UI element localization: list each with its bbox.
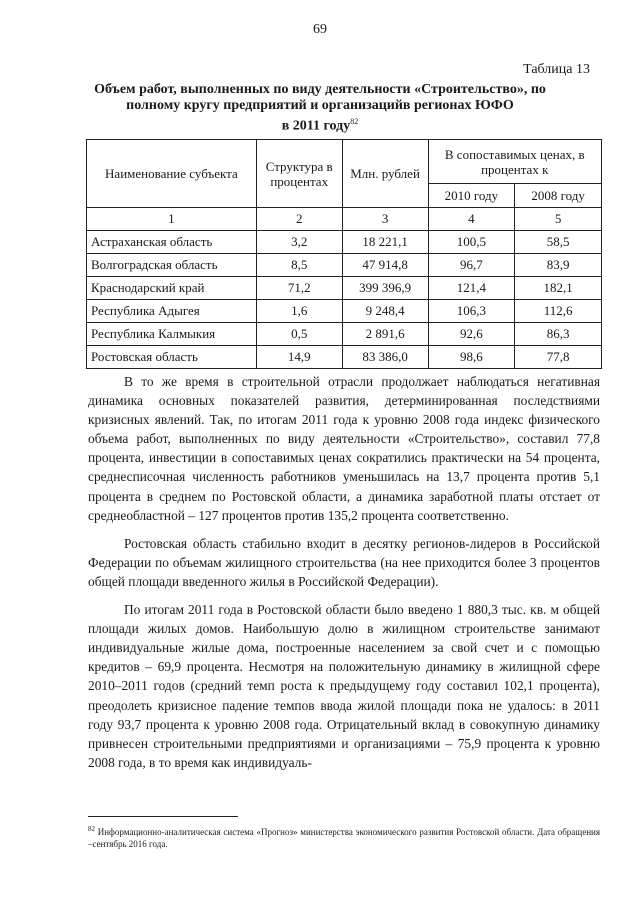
title-line-3-text: в 2011 году: [281, 118, 351, 134]
table-cell: 3,2: [256, 231, 342, 254]
table-cell: 9 248,4: [342, 300, 428, 323]
table-cell: 92,6: [428, 323, 515, 346]
table-cell: 0,5: [256, 323, 342, 346]
table-cell: 58,5: [515, 231, 602, 254]
table-cell: 100,5: [428, 231, 515, 254]
paragraph: По итогам 2011 года в Ростовской области было введено 1 880,3 тыс. кв. м общей площади жилых домов. Наибольшую долю в жилищном строительстве занимают индивидуальные жилые дома, построенные населением за свой счет и с помощью кредитов – 69,9 процента. Несмотря на положительную динамику в жилищной сфере 2010–2011 годов (средний темп роста к предыдущему году составил 102,1 процента), преодолеть кризисное падение темпов ввода жилой площади пока не удалось: в 2011 году 93,7 процента к уровню 2008 года. Отрицательный вклад в совокупную динамику привнесен строительными предприятиями и организациями – 75,9 процента к уровню 2008 года, в то время как индивидуаль-: [88, 602, 600, 770]
title-line-3: [70, 114, 570, 135]
table-cell: 14,9: [256, 346, 342, 369]
table-cell: 3: [342, 208, 428, 231]
construction-table: [86, 139, 602, 369]
table-row: [87, 231, 602, 254]
table-row: [87, 277, 602, 300]
table-cell: 83 386,0: [342, 346, 428, 369]
table-cell: 121,4: [428, 277, 515, 300]
header-2008: 2008 году: [515, 184, 602, 208]
table-cell: 112,6: [515, 300, 602, 323]
footnote-number: 82: [88, 825, 95, 833]
table-cell: 1,6: [256, 300, 342, 323]
title-line-1: Объем работ, выполненных по виду деятельности «Строительство», по: [94, 82, 546, 97]
table-cell: 98,6: [428, 346, 515, 369]
header-2010: 2010 году: [428, 184, 515, 208]
table-cell: 399 396,9: [342, 277, 428, 300]
table-row: [87, 254, 602, 277]
table-label: Таблица 13: [523, 62, 590, 77]
table-cell: 77,8: [515, 346, 602, 369]
table-cell: 5: [515, 208, 602, 231]
table-row: [87, 300, 602, 323]
table-cell: 2: [256, 208, 342, 231]
footnote-text: Информационно-аналитическая система «Прогноз» министерства экономического развития Ростовской области. Дата обращения –сентябрь 2016 года.: [88, 827, 601, 849]
table-cell: 8,5: [256, 254, 342, 277]
header-structure: Структура в процентах: [256, 140, 342, 208]
header-subject: Наименование субъекта: [87, 140, 257, 208]
page-number: 69: [313, 22, 327, 37]
table-cell: 47 914,8: [342, 254, 428, 277]
header-comparable-prices: В сопоставимых ценах, в процентах к: [428, 140, 602, 184]
table-cell: 96,7: [428, 254, 515, 277]
table-row: [87, 323, 602, 346]
region-name: Астраханская область: [87, 231, 257, 254]
table-title: [70, 82, 570, 135]
table-cell: 83,9: [515, 254, 602, 277]
region-name: Республика Калмыкия: [87, 323, 257, 346]
title-line-2: полному кругу предприятий и организацийв регионах ЮФО: [126, 98, 514, 113]
table-cell: 4: [428, 208, 515, 231]
paragraph: Ростовская область стабильно входит в десятку регионов-лидеров в Российской Федерации по объемам жилищного строительства (на нее приходится более 3 процентов общей площади введенного жилья в Российской Федерации).: [88, 535, 600, 589]
table-cell: 18 221,1: [342, 231, 428, 254]
region-name: Волгоградская область: [87, 254, 257, 277]
body-text: [88, 372, 600, 781]
footnote-divider: [88, 816, 238, 817]
region-name: Ростовская область: [87, 346, 257, 369]
table-cell: 182,1: [515, 277, 602, 300]
table-row: [87, 346, 602, 369]
header-mln-rubles: Млн. рублей: [342, 140, 428, 208]
region-name: Республика Адыгея: [87, 300, 257, 323]
footnote: [88, 823, 600, 850]
region-name: Краснодарский край: [87, 277, 257, 300]
paragraph: В то же время в строительной отрасли продолжает наблюдаться негативная динамика основных показателей развития, детерминированная последствиями кризисных явлений. Так, по итогам 2011 года к уровню 2008 года индекс физического объема работ, выполненных по виду деятельности «Строительство», составил 77,8 процента, инвестиции в сопоставимых ценах сократились практически на 54 процента, среднесписочная численность работников уменьшилась на 13,7 процента против 5,1 процента в среднем по Ростовской области, а динамика заработной платы отстает от среднеобластной – 127 процентов против 135,2 процента соответственно.: [88, 374, 600, 523]
table-cell: 1: [87, 208, 257, 231]
title-footnote-ref: 82: [350, 117, 359, 126]
table-cell: 71,2: [256, 277, 342, 300]
table-cell: 106,3: [428, 300, 515, 323]
column-index-row: [87, 208, 602, 231]
table-cell: 86,3: [515, 323, 602, 346]
table-cell: 2 891,6: [342, 323, 428, 346]
